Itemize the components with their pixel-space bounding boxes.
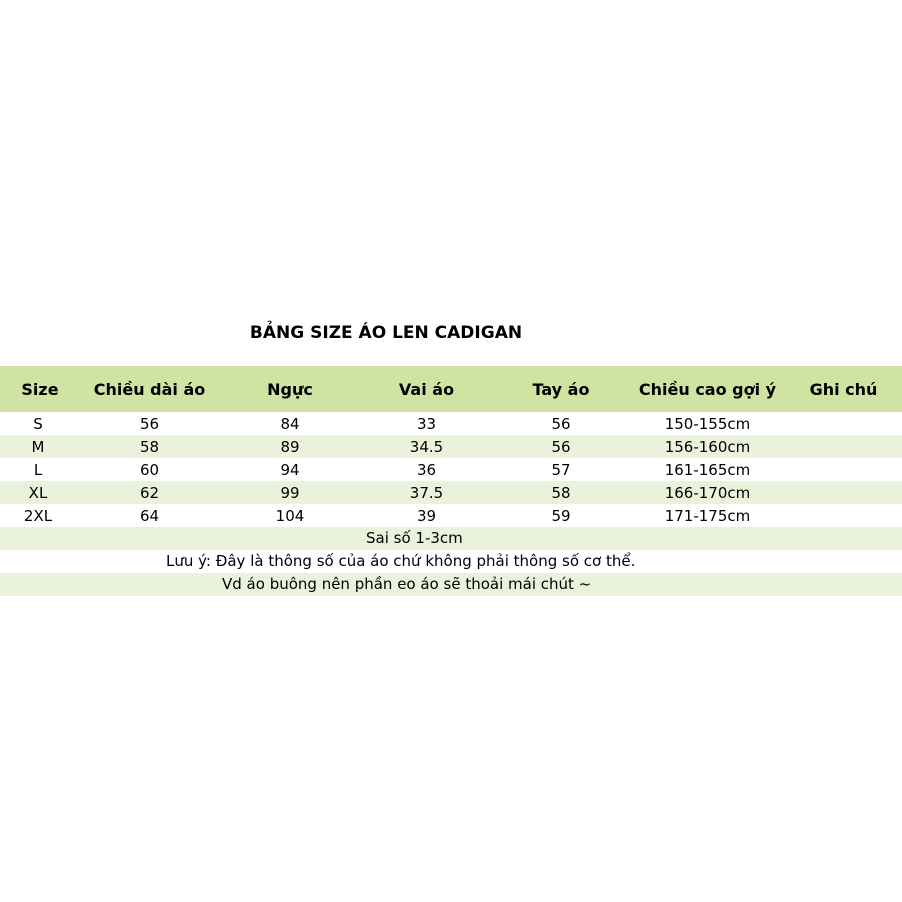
note-row-tolerance [0,527,902,550]
cell-length: 58 [139,437,160,456]
cell-size: XL [28,483,48,502]
column-header-length: Chiều dài áo [93,379,206,399]
cell-shoulder: 36 [416,460,437,479]
column-header-sleeve: Tay áo [532,379,590,399]
cell-shoulder: 39 [416,506,437,525]
column-header-height: Chiều cao gợi ý [638,379,777,399]
cell-length: 64 [139,506,160,525]
note-row-example [0,573,902,596]
cell-height: 171-175cm [664,506,751,525]
table-row [0,412,902,435]
cell-sleeve: 58 [551,483,571,502]
cell-size: S [33,414,43,433]
cell-shoulder: 37.5 [409,483,444,502]
example-note: Vd áo buông nên phần eo áo sẽ thoải mái chút ~ [222,575,592,593]
cell-length: 62 [139,483,160,502]
table-row [0,504,902,527]
cell-shoulder: 34.5 [409,437,444,456]
table-row [0,458,902,481]
column-header-chest: Ngực [267,379,313,399]
size-chart-title: BẢNG SIZE ÁO LEN CADIGAN [249,323,523,343]
cell-height: 161-165cm [664,460,751,479]
cell-sleeve: 56 [551,437,571,456]
cell-chest: 94 [280,460,300,479]
cell-size: M [31,437,45,456]
cell-length: 60 [139,460,160,479]
cell-height: 166-170cm [664,483,751,502]
disclaimer-note: Lưu ý: Đây là thông số của áo chứ không phải thông số cơ thể. [166,552,636,570]
column-header-size: Size [21,379,59,399]
table-row [0,481,902,504]
cell-sleeve: 57 [551,460,571,479]
cell-size: 2XL [23,506,53,525]
size-table [0,366,902,596]
cell-length: 56 [139,414,160,433]
table-header-row [0,366,902,412]
cell-chest: 99 [280,483,300,502]
cell-chest: 84 [280,414,300,433]
cell-sleeve: 56 [551,414,571,433]
cell-size: L [33,460,43,479]
tolerance-note: Sai số 1-3cm [366,529,463,547]
note-row-disclaimer [0,550,902,573]
cell-height: 156-160cm [664,437,751,456]
column-header-note: Ghi chú [809,379,878,399]
cell-chest: 89 [280,437,300,456]
cell-height: 150-155cm [664,414,751,433]
cell-shoulder: 33 [416,414,437,433]
column-header-shoulder: Vai áo [398,379,455,399]
table-row [0,435,902,458]
cell-chest: 104 [275,506,305,525]
cell-sleeve: 59 [551,506,571,525]
